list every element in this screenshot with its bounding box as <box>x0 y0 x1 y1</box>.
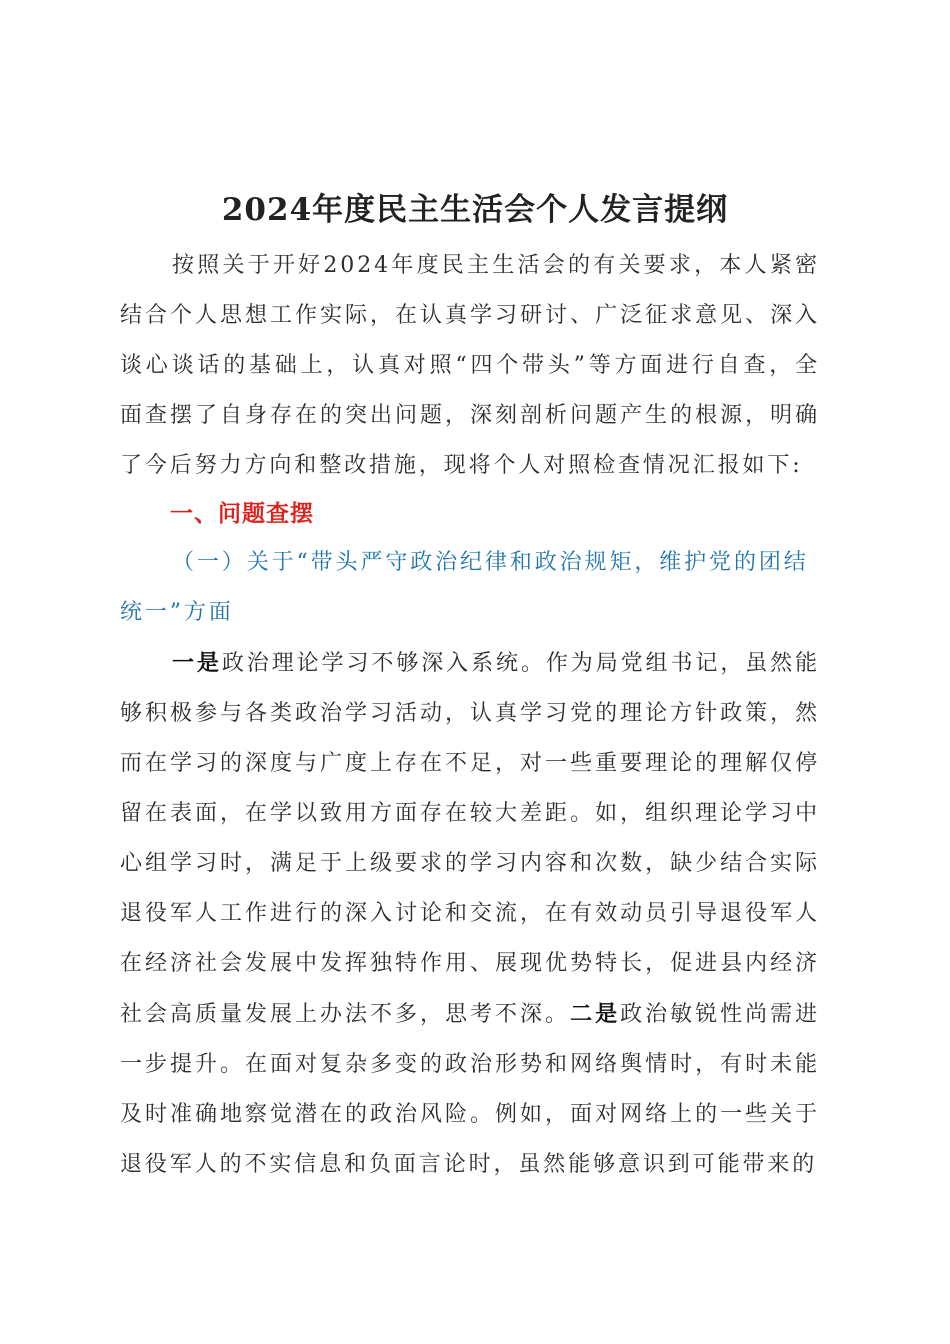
point-2-text: 政治敏锐性尚需进一步提升。在面对复杂多变的政治形势和网络舆情时，有时未能及时准确地察觉潜在的政治风险。例如，面对网络上的一些关于退役军人的不实信息和负面言论时，虽然能够意识到可能带来的 <box>120 1002 820 1177</box>
intro-paragraph: 按照关于开好2024年度民主生活会的有关要求，本人紧密结合个人思想工作实际，在认真学习研讨、广泛征求意见、深入谈心谈话的基础上，认真对照“四个带头”等方面进行自查，全面查摆了自身存在的突出问题，深刻剖析问题产生的根源，明确了今后努力方向和整改措施，现将个人对照检查情况汇报如下: <box>120 253 820 478</box>
problem-paragraph <box>120 638 820 1190</box>
section-heading-problems: 一、问题查摆 <box>170 501 314 527</box>
point-1-text: 政治理论学习不够深入系统。作为局党组书记，虽然能够积极参与各类政治学习活动，认真学习党的理论方针政策，然而在学习的深度与广度上存在不足，对一些重要理论的理解仅停留在表面，在学以致用方面存在较大差距。如，组织理论学习中心组学习时，满足于上级要求的学习内容和次数，缺少结合实际退役军人工作进行的深入讨论和交流，在有效动员引导退役军人在经济社会发展中发挥独特作用、展现优势特长，促进县内经济社会高质量发展上办法不多，思考不深。 <box>120 651 820 1027</box>
point-2-lead: 二是 <box>570 1001 621 1027</box>
subsection-heading: （一）关于“带头严守政治纪律和政治规矩，维护党的团结统一”方面 <box>120 550 809 625</box>
point-1-lead: 一是 <box>172 650 222 676</box>
document-title: 2024年度民主生活会个人发言提纲 <box>221 191 729 228</box>
